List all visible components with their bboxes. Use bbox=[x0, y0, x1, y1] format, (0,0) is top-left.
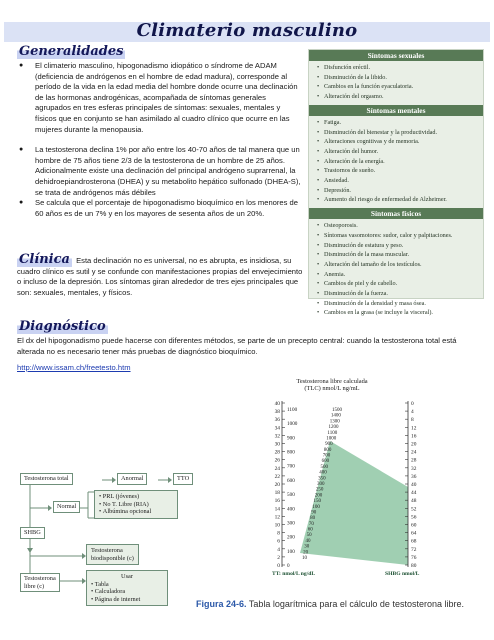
left-inner-label: 0 bbox=[287, 563, 290, 569]
mid-scale-label: 700 bbox=[322, 453, 331, 459]
left-tick-label: 0 bbox=[277, 563, 280, 569]
generalidades-heading-wrap bbox=[17, 42, 125, 60]
right-tick-label: 68 bbox=[411, 538, 417, 545]
generalidades-body bbox=[13, 61, 303, 219]
mid-scale-label: 1000 bbox=[326, 436, 337, 442]
mid-scale-label: 800 bbox=[323, 447, 332, 453]
left-tick-label: 18 bbox=[274, 490, 280, 497]
diagnostico-link-wrap bbox=[17, 357, 131, 375]
left-tick-label: 30 bbox=[274, 441, 280, 448]
right-tick-label: 20 bbox=[411, 441, 417, 448]
list-item: • Anemia. bbox=[317, 270, 483, 280]
right-tick-label: 48 bbox=[411, 498, 417, 505]
list-item: • Fatiga. bbox=[317, 118, 483, 128]
mid-scale-label: 30 bbox=[304, 544, 310, 550]
list-item: • Disminución de la libido. bbox=[317, 73, 483, 83]
mid-scale-label: 150 bbox=[313, 499, 322, 505]
right-tick-label: 8 bbox=[411, 417, 414, 424]
mid-scale-label: 600 bbox=[321, 459, 330, 465]
right-tick-label: 12 bbox=[411, 425, 417, 432]
mid-scale-label: 60 bbox=[307, 527, 313, 533]
left-tick-label: 16 bbox=[274, 498, 280, 505]
left-tick-label: 6 bbox=[277, 538, 280, 545]
left-tick-label: 22 bbox=[274, 473, 280, 480]
clinica-section bbox=[17, 252, 303, 298]
left-tick-label: 26 bbox=[274, 457, 280, 464]
bullet-dot-icon: ● bbox=[19, 146, 24, 154]
symptoms-fisicos-header: Síntomas físicos bbox=[309, 208, 483, 219]
right-tick-label: 44 bbox=[411, 490, 417, 497]
list-item: • Alteración del humor. bbox=[317, 147, 483, 157]
right-tick-label: 64 bbox=[411, 530, 417, 537]
left-tick-label: 24 bbox=[274, 465, 280, 472]
mid-scale-label: 1100 bbox=[327, 430, 338, 436]
symptoms-sexuales-list bbox=[309, 61, 483, 105]
right-tick-label: 0 bbox=[411, 401, 414, 407]
list-item: • Cambios en la grasa (se incluye la visceral). bbox=[317, 308, 483, 318]
right-tick-label: 72 bbox=[411, 546, 417, 553]
list-item: • Alteración del tamaño de los testículos. bbox=[317, 260, 483, 270]
left-tick-label: 12 bbox=[274, 514, 280, 521]
right-tick-label: 60 bbox=[411, 522, 417, 529]
clinica-heading: Clínica bbox=[19, 252, 70, 267]
freetesto-link[interactable]: http://www.issam.ch/freetesto.htm bbox=[17, 363, 131, 372]
page-title: Climaterio masculino bbox=[136, 20, 358, 41]
right-tick-label: 52 bbox=[411, 506, 417, 513]
right-tick-label: 40 bbox=[411, 482, 417, 488]
symptoms-mentales-list bbox=[309, 116, 483, 208]
list-item: • PRL (jóvenes) bbox=[99, 493, 140, 500]
list-item: • Disminución de la densidad y masa ósea. bbox=[317, 299, 483, 309]
mid-scale-label: 40 bbox=[305, 538, 311, 544]
diagnostico-text: El dx del hipogonadismo puede hacerse con diferentes métodos, se parte de un precepto central: cuando la testosterona total está alterada no es necesario tener más pruebas de diagnóstico bioquímico. bbox=[17, 336, 457, 356]
caption-label: Figura 24-6. bbox=[196, 599, 247, 609]
list-item: • Ansiedad. bbox=[317, 176, 483, 186]
mid-scale-label: 350 bbox=[318, 476, 326, 482]
left-scale bbox=[275, 401, 285, 569]
nomogram-bottom-right: SHBG nmol/L bbox=[385, 571, 420, 577]
list-item: • Disminución de estatura y peso. bbox=[317, 241, 483, 251]
mid-scale-label: 50 bbox=[306, 533, 312, 539]
mid-scale-label: 900 bbox=[325, 442, 333, 448]
mid-scale-label: 1400 bbox=[330, 413, 341, 419]
diagnostico-heading: Diagnóstico bbox=[19, 319, 106, 334]
list-item: • Disminución de la fuerza. bbox=[317, 289, 483, 299]
list-item: • Osteoporosis. bbox=[317, 221, 483, 231]
clinica-text: Esta declinación no es universal, no es abrupta, es insidiosa, su cuadro clínico es sutil y se confunde con manifestaciones propias del envejecimiento o incluso de la depresión. Los síntomas giran alrededor de tres ejes principales que son: sexuales, mentales, y físicos. bbox=[17, 256, 303, 297]
left-inner-label: 1000 bbox=[287, 421, 298, 428]
left-inner-label: 400 bbox=[287, 506, 295, 513]
left-tick-label: 2 bbox=[277, 554, 280, 561]
mid-scale-label: 1500 bbox=[332, 408, 342, 413]
list-item: • No T. Libre (RIA) bbox=[99, 500, 149, 508]
left-inner-scale bbox=[287, 407, 298, 569]
list-item: • Tabla bbox=[91, 580, 109, 588]
mid-scale-label: 90 bbox=[311, 510, 317, 516]
left-tick-label: 20 bbox=[274, 482, 280, 488]
bullet-dot-icon: ● bbox=[19, 62, 24, 69]
left-inner-label: 200 bbox=[287, 534, 295, 541]
flow-biodisponible: Testosterona biodisponible (c) bbox=[86, 544, 139, 565]
flow-anormal: Anormal bbox=[117, 473, 147, 485]
left-tick-label: 4 bbox=[277, 546, 280, 553]
mid-scale-label: 300 bbox=[317, 482, 325, 487]
list-item: • Disfunción eréctil. bbox=[317, 63, 483, 73]
right-tick-label: 56 bbox=[411, 514, 417, 521]
list-item: • Depresión. bbox=[317, 186, 483, 196]
left-tick-label: 14 bbox=[274, 506, 280, 513]
list-item: ● El climaterio masculino, hipogonadismo idiopático o síndrome de ADAM (deficiencia de andrógenos en el hombre de edad madura), corresponde al período de la vida en la edad media del hombre donde ocurre una declinación de las hormonas androgénicas, acompañada de síntomas generales agrupados en tres esferas principales de síntomas: sexuales, mentales y físicos que en conjunto se han asimilado al cuadro clínico que ocurre en las mujeres durante la menopausia. bbox=[19, 61, 298, 134]
generalidades-heading: Generalidades bbox=[19, 44, 124, 59]
left-inner-label: 300 bbox=[287, 520, 295, 527]
mid-scale-label: 1300 bbox=[329, 419, 340, 425]
list-item: • Disminución de la masa muscular. bbox=[317, 250, 483, 260]
bullet-dot-icon: ● bbox=[19, 199, 24, 207]
caption-text: Tabla logarítmica para el cálculo de testosterona libre. bbox=[248, 599, 464, 609]
left-inner-label: 500 bbox=[287, 492, 295, 499]
right-tick-label: 16 bbox=[411, 433, 417, 440]
figure-caption bbox=[196, 599, 488, 609]
left-tick-label: 38 bbox=[274, 409, 280, 416]
list-item: • Disminución del bienestar y la productividad. bbox=[317, 128, 483, 138]
mid-scale-label: 100 bbox=[312, 504, 320, 510]
right-tick-label: 80 bbox=[411, 563, 417, 569]
mid-scale-label: 70 bbox=[308, 521, 314, 527]
flow-shbg: SHBG bbox=[20, 527, 45, 539]
flow-tests-box bbox=[94, 490, 178, 519]
generalidades-list bbox=[13, 61, 303, 219]
left-inner-label: 800 bbox=[287, 449, 295, 456]
flow-normal: Normal bbox=[53, 501, 80, 513]
list-item: • Alteración de la energía. bbox=[317, 157, 483, 167]
list-item: • Cambios en la función eyaculatoria. bbox=[317, 82, 483, 92]
list-item: • Albúmina opcional bbox=[99, 508, 152, 516]
list-item: • Síntomas vasomotores: sudor, calor y palpitaciones. bbox=[317, 231, 483, 241]
left-inner-label: 100 bbox=[287, 548, 295, 555]
left-inner-label: 1100 bbox=[287, 407, 298, 413]
flow-testosterona-total: Testosterona total bbox=[20, 473, 73, 485]
left-tick-label: 8 bbox=[277, 530, 280, 537]
mid-scale-label: 200 bbox=[314, 493, 323, 499]
symptoms-table bbox=[308, 49, 484, 317]
left-tick-label: 32 bbox=[274, 433, 280, 440]
left-inner-label: 600 bbox=[287, 477, 295, 484]
mid-scale-label: 10 bbox=[302, 556, 307, 561]
nomogram-title: Testosterona libre calculada (TLC) nmol/L ng/mL bbox=[296, 378, 368, 392]
list-item: • Alteraciones cognitivas y de memoria. bbox=[317, 137, 483, 147]
right-tick-label: 4 bbox=[411, 409, 414, 416]
mid-scale-label: 1200 bbox=[328, 425, 339, 431]
diagnostico-heading-wrap bbox=[17, 317, 108, 335]
list-item: ● Se calcula que el porcentaje de hipogonadismo bioquímico en los menores de 60 años es de un 7% y en los mayores de sesenta años de un 20%. bbox=[19, 198, 298, 218]
mid-scale-label: 80 bbox=[310, 516, 316, 522]
right-tick-label: 32 bbox=[411, 465, 417, 472]
left-tick-label: 10 bbox=[274, 522, 280, 529]
mid-scale-label: 250 bbox=[315, 487, 324, 493]
list-item: • Aumento del riesgo de enfermedad de Alzheimer. bbox=[317, 195, 483, 205]
left-tick-label: 36 bbox=[274, 417, 280, 424]
symptoms-sexuales-header: Síntomas sexuales bbox=[309, 50, 483, 61]
left-inner-label: 900 bbox=[287, 435, 295, 442]
symptoms-mentales-header: Síntomas mentales bbox=[309, 105, 483, 116]
right-tick-label: 24 bbox=[411, 449, 417, 456]
right-tick-label: 28 bbox=[411, 457, 417, 464]
symptoms-fisicos-list bbox=[309, 219, 483, 321]
nomogram-bottom-left: TT: nmol/L ng/dL bbox=[272, 571, 316, 577]
flow-libre: Testosterona libre (c) bbox=[20, 573, 60, 592]
flow-usar-box: Usar • Tabla • Calculadora • Página de internet bbox=[86, 570, 168, 606]
list-item: • Trastornos de sueño. bbox=[317, 166, 483, 176]
list-item: • Calculadora bbox=[91, 588, 126, 596]
list-item: • Página de internet bbox=[91, 595, 141, 603]
left-tick-label: 40 bbox=[274, 401, 280, 407]
flow-tto: TTO bbox=[173, 473, 193, 485]
left-tick-label: 28 bbox=[274, 449, 280, 456]
list-item: • Alteración del orgasmo. bbox=[317, 92, 483, 102]
left-inner-label: 700 bbox=[287, 463, 295, 470]
mid-scale-label: 500 bbox=[320, 464, 328, 470]
left-tick-label: 34 bbox=[274, 425, 280, 432]
mid-scale-label: 20 bbox=[303, 550, 309, 556]
mid-scale-label: 400 bbox=[319, 470, 327, 476]
list-item: ● La testosterona declina 1% por año entre los 40-70 años de tal manera que un hombre de 75 años tiene 2/3 de la testosterona de un hombre de 25 años. Adicionalmente existe una declinación del principal andrógeno suprarrenal, la dehidroepiandrosterona (DHEA) y su metabolito hepático sulfonado (DHEA-S), se trata de andrógenos más débiles bbox=[19, 145, 301, 197]
diagnosis-flowchart bbox=[20, 470, 200, 615]
nomogram-chart bbox=[270, 395, 430, 580]
right-tick-label: 76 bbox=[411, 554, 417, 561]
list-item: • Cambios de piel y de cabello. bbox=[317, 279, 483, 289]
right-tick-label: 36 bbox=[411, 473, 417, 480]
